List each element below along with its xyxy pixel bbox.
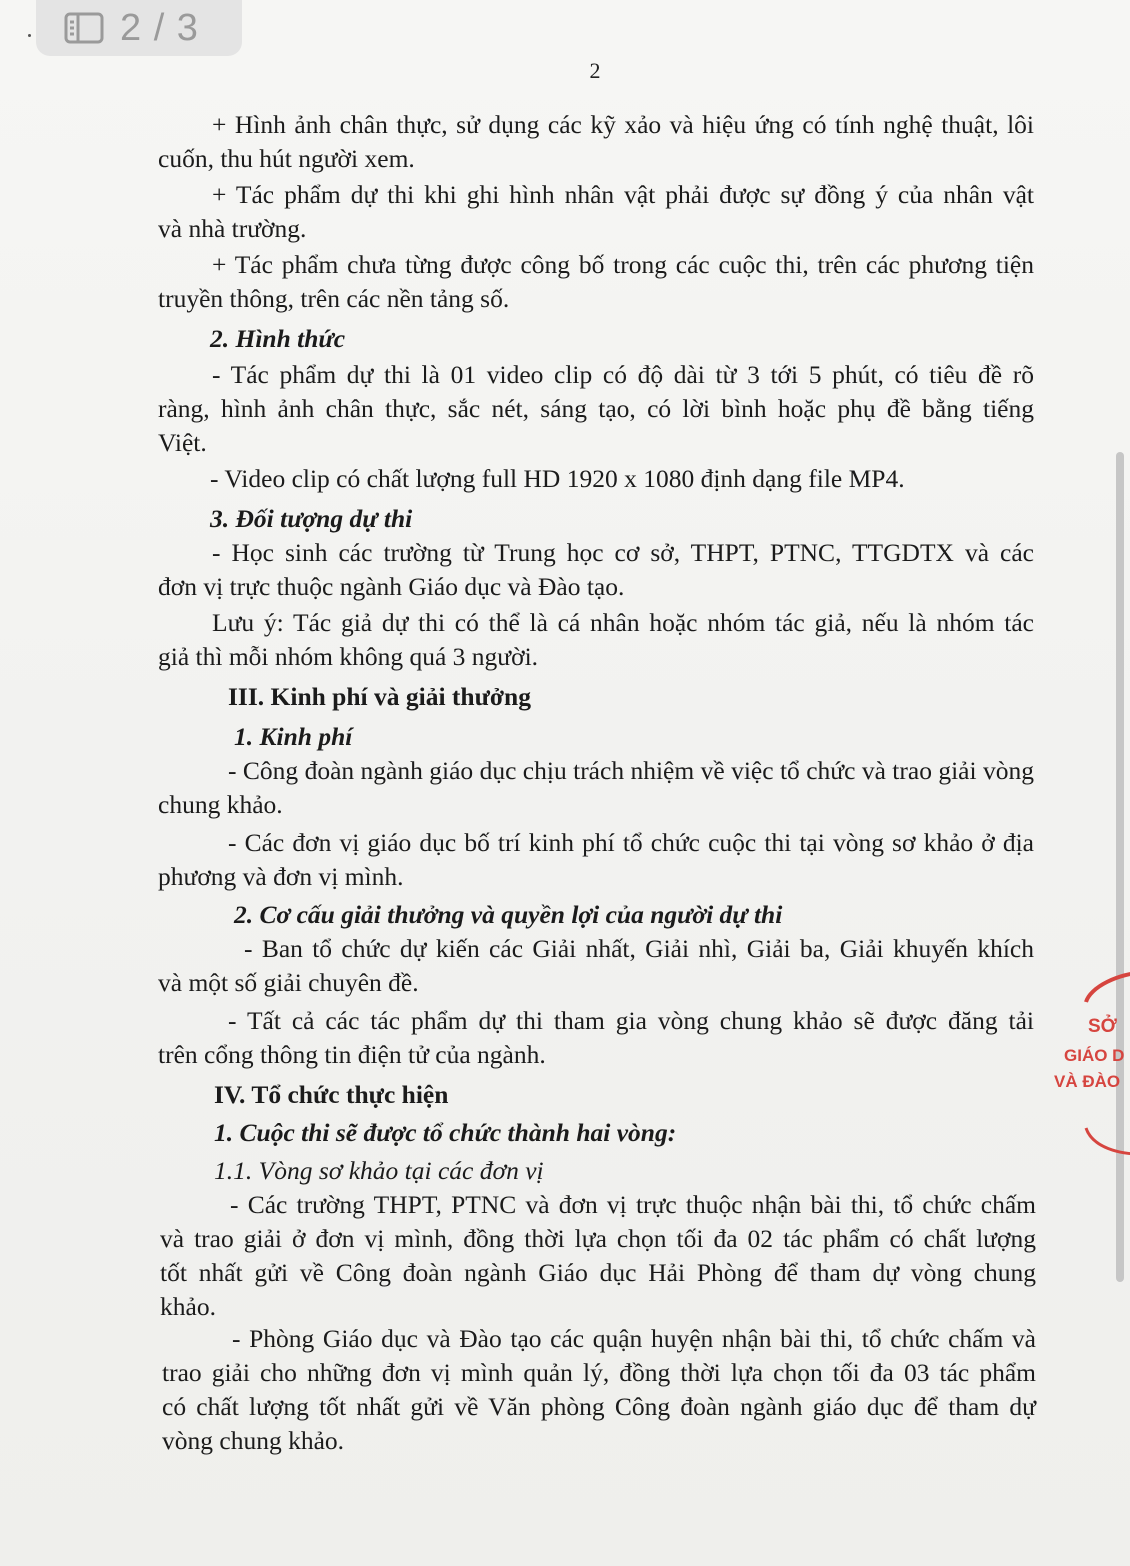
text-line: ràng, hình ảnh chân thực, sắc nét, sáng tạo, có lời bình hoặc phụ đề bằng tiếng bbox=[158, 394, 1034, 423]
paragraph-district-round bbox=[162, 1322, 1036, 1458]
text-line: truyền thông, trên các nền tảng số. bbox=[158, 284, 510, 313]
text-line: phương và đơn vị mình. bbox=[158, 862, 404, 891]
text-line: giả thì mỗi nhóm không quá 3 người. bbox=[158, 642, 539, 671]
text-line: và một số giải chuyên đề. bbox=[158, 968, 419, 997]
paragraph-unpublished bbox=[158, 248, 1034, 316]
text-line: - Các đơn vị giáo dục bố trí kinh phí tổ chức cuộc thi tại vòng sơ khảo ở địa bbox=[228, 828, 1034, 857]
heading-co-cau-giai-thuong: 2. Cơ cấu giải thưởng và quyền lợi của người dự thi bbox=[234, 900, 783, 929]
paragraph-funding-units bbox=[158, 826, 1034, 894]
text-line: và nhà trường. bbox=[158, 214, 307, 243]
text-line: - Công đoàn ngành giáo dục chịu trách nhiệm về việc tổ chức và trao giải vòng bbox=[228, 756, 1034, 785]
paragraph-schools-round bbox=[160, 1188, 1036, 1324]
heading-two-rounds: 1. Cuộc thi sẽ được tổ chức thành hai vòng: bbox=[214, 1118, 677, 1147]
document-list-icon bbox=[64, 12, 104, 44]
heading-hinh-thuc: 2. Hình thức bbox=[210, 324, 346, 353]
text-line: chung khảo. bbox=[158, 790, 283, 819]
text-line: có chất lượng tốt nhất gửi về Văn phòng Công đoàn ngành giáo dục để tham dự bbox=[162, 1392, 1036, 1421]
text-line: Việt. bbox=[158, 428, 207, 457]
stamp-text: SỞ bbox=[1088, 1016, 1117, 1037]
text-line: - Tất cả các tác phẩm dự thi tham gia vòng chung khảo sẽ được đăng tải bbox=[228, 1006, 1034, 1035]
text-line: - Học sinh các trường từ Trung học cơ sở, THPT, PTNC, TTGDTX và các bbox=[212, 538, 1034, 567]
text-line: trên cổng thông tin điện tử của ngành. bbox=[158, 1040, 546, 1069]
speck bbox=[28, 34, 31, 37]
stamp-text: GIÁO D bbox=[1064, 1046, 1125, 1065]
paragraph-video-format bbox=[158, 358, 1034, 460]
text-line: khảo. bbox=[160, 1292, 216, 1321]
heading-doi-tuong: 3. Đối tượng dự thi bbox=[210, 504, 413, 533]
text-line: - Các trường THPT, PTNC và đơn vị trực thuộc nhận bài thi, tổ chức chấm bbox=[230, 1190, 1036, 1219]
text-line: đơn vị trực thuộc ngành Giáo dục và Đào tạo. bbox=[158, 572, 625, 601]
text-line: trao giải cho những đơn vị mình quản lý, đồng thời lựa chọn tối đa 03 tác phẩm bbox=[162, 1358, 1036, 1387]
text-line: - Phòng Giáo dục và Đào tạo các quận huyện nhận bài thi, tổ chức chấm và bbox=[232, 1324, 1036, 1353]
paragraph-consent bbox=[158, 178, 1034, 246]
paragraph-funding-union bbox=[158, 754, 1034, 822]
stamp-text: VÀ ĐÀO bbox=[1054, 1072, 1121, 1091]
page-count: 2 / 3 bbox=[120, 6, 199, 49]
text-line: và trao giải ở đơn vị mình, đồng thời lựa chọn tối đa 02 tác phẩm có chất lượng bbox=[160, 1224, 1036, 1253]
paragraph-publishing bbox=[158, 1004, 1034, 1072]
paragraph-image-quality bbox=[158, 108, 1034, 176]
paragraph-participants bbox=[158, 536, 1034, 604]
heading-kinh-phi: 1. Kinh phí bbox=[234, 722, 353, 751]
text-line: vòng chung khảo. bbox=[162, 1426, 345, 1455]
heading-preliminary-round: 1.1. Vòng sơ khảo tại các đơn vị bbox=[214, 1156, 544, 1185]
text-line: cuốn, thu hút người xem. bbox=[158, 144, 415, 173]
text-line: + Tác phẩm dự thi khi ghi hình nhân vật phải được sự đồng ý của nhân vật bbox=[212, 180, 1034, 209]
page-number: 2 bbox=[589, 58, 601, 83]
text-line: + Hình ảnh chân thực, sử dụng các kỹ xảo và hiệu ứng có tính nghệ thuật, lôi bbox=[212, 110, 1034, 139]
text-line: tốt nhất gửi về Công đoàn ngành Giáo dục Hải Phòng để tham dự vòng chung bbox=[160, 1258, 1036, 1287]
text-line: - Tác phẩm dự thi là 01 video clip có độ dài từ 3 tới 5 phút, có tiêu đề rõ bbox=[212, 360, 1034, 389]
text-line: + Tác phẩm chưa từng được công bố trong các cuộc thi, trên các phương tiện bbox=[212, 250, 1034, 279]
paragraph-prizes bbox=[158, 932, 1034, 1000]
heading-section-IV: IV. Tổ chức thực hiện bbox=[214, 1080, 449, 1109]
text-line: - Ban tổ chức dự kiến các Giải nhất, Giải nhì, Giải ba, Giải khuyến khích bbox=[244, 934, 1034, 963]
official-stamp bbox=[1040, 968, 1130, 1164]
heading-section-III: III. Kinh phí và giải thưởng bbox=[228, 682, 531, 711]
page-indicator[interactable] bbox=[36, 0, 242, 56]
paragraph-note bbox=[158, 606, 1034, 674]
paragraph-video-quality: - Video clip có chất lượng full HD 1920 x 1080 định dạng file MP4. bbox=[210, 464, 905, 493]
text-line: Lưu ý: Tác giả dự thi có thể là cá nhân hoặc nhóm tác giả, nếu là nhóm tác bbox=[212, 608, 1034, 637]
